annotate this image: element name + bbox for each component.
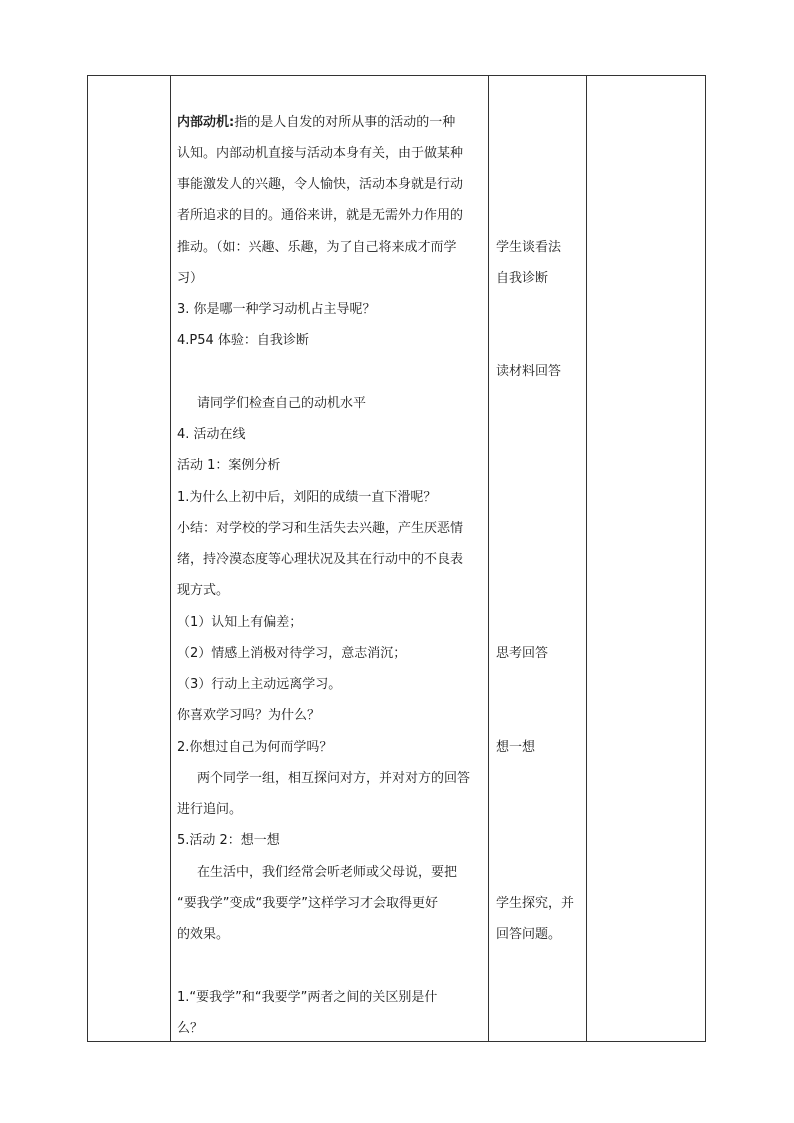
question-line: 3. 你是哪一种学习动机占主导呢？ bbox=[177, 302, 376, 317]
column-divider-2 bbox=[488, 76, 489, 1041]
content-line: 者所追求的目的。通俗来讲，就是无需外力作用的 bbox=[177, 208, 464, 223]
content-line: 两个同学一组，相互探问对方，并对对方的回答 bbox=[197, 771, 471, 786]
activity-note: 学生谈看法 bbox=[496, 240, 562, 255]
question-line: 你喜欢学习吗？为什么？ bbox=[177, 708, 321, 723]
section-line: 5.活动 2：想一想 bbox=[177, 833, 280, 848]
question-line: 1.“要我学”和“我要学”两者之间的关区别是什 bbox=[177, 990, 438, 1005]
activity-note: 思考回答 bbox=[496, 646, 549, 661]
section-line: 4.P54 体验：自我诊断 bbox=[177, 333, 309, 348]
content-line: 请同学们检查自己的动机水平 bbox=[197, 396, 367, 411]
summary-line: 现方式。 bbox=[177, 583, 230, 598]
content-line: 的效果。 bbox=[177, 927, 230, 942]
section-line: 活动 1：案例分析 bbox=[177, 458, 281, 473]
term-label: 内部动机: bbox=[177, 115, 235, 130]
content-line: 进行追问。 bbox=[177, 802, 243, 817]
content-line: 事能激发人的兴趣，令人愉快，活动本身就是行动 bbox=[177, 177, 464, 192]
question-line: 么？ bbox=[177, 1021, 204, 1036]
activity-note: 自我诊断 bbox=[496, 271, 549, 286]
activity-note: 学生探究，并 bbox=[496, 896, 575, 911]
content-line bbox=[177, 115, 455, 131]
activity-note: 想一想 bbox=[496, 740, 536, 755]
content-line: 习） bbox=[177, 271, 204, 286]
content-line: 在生活中，我们经常会听老师或父母说，要把 bbox=[197, 865, 458, 880]
content-line: “要我学”变成“我要学”这样学习才会取得更好 bbox=[177, 896, 438, 911]
column-divider-3 bbox=[586, 76, 587, 1041]
activity-note: 读材料回答 bbox=[496, 364, 562, 379]
activity-note: 回答问题。 bbox=[496, 927, 562, 942]
question-line: 2.你想过自己为何而学吗？ bbox=[177, 740, 333, 755]
content-line: 推动。（如：兴趣、乐趣，为了自己将来成才而学 bbox=[177, 240, 457, 255]
content-text: 指的是人自发的对所从事的活动的一种 bbox=[234, 115, 456, 130]
question-line: 1.为什么上初中后，刘阳的成绩一直下滑呢？ bbox=[177, 490, 437, 505]
content-line: 认知。内部动机直接与活动本身有关，由于做某种 bbox=[177, 146, 464, 161]
section-line: 4. 活动在线 bbox=[177, 427, 246, 442]
list-item: （1）认知上有偏差； bbox=[177, 615, 303, 630]
summary-line: 小结：对学校的学习和生活失去兴趣，产生厌恶情 bbox=[177, 521, 464, 536]
list-item: （2）情感上消极对待学习，意志消沉； bbox=[177, 646, 407, 661]
summary-line: 绪，持冷漠态度等心理状况及其在行动中的不良表 bbox=[177, 552, 464, 567]
list-item: （3）行动上主动远离学习。 bbox=[177, 677, 342, 692]
column-divider-1 bbox=[170, 76, 171, 1041]
